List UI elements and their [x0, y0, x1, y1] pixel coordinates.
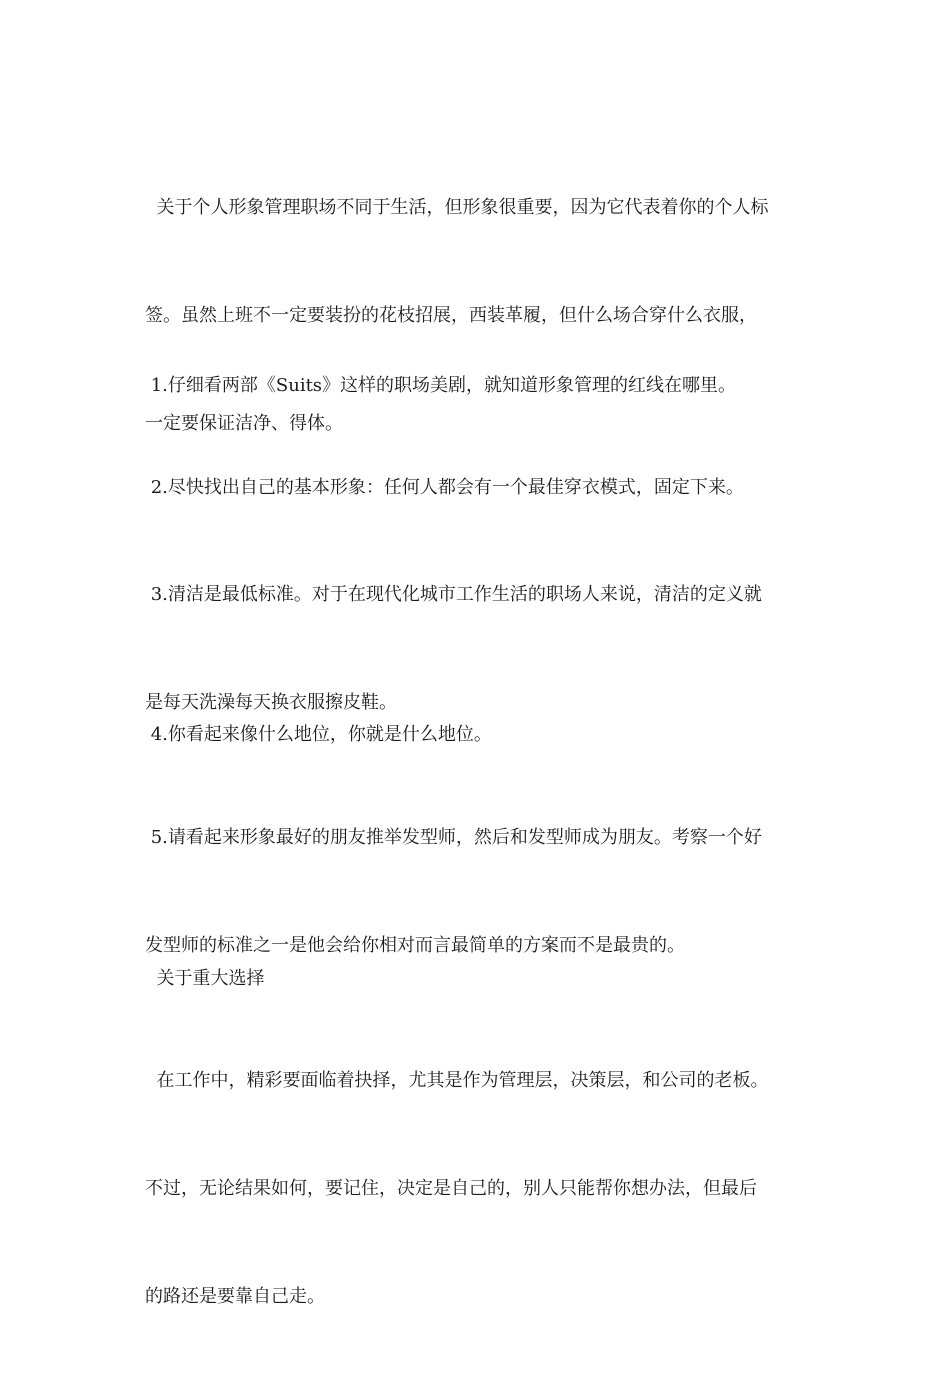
text-line: 3.清洁是最低标准。对于在现代化城市工作生活的职场人来说，清洁的定义就 — [145, 584, 762, 605]
text-line: 4.你看起来像什么地位，你就是什么地位。 — [145, 724, 492, 745]
text-line: 1.仔细看两部《Suits》这样的职场美剧，就知道形象管理的红线在哪里。 — [145, 375, 737, 396]
paragraph-major-choices — [145, 991, 810, 1387]
text-line: 关于个人形象管理职场不同于生活，但形象很重要，因为它代表着你的个人标 — [145, 197, 769, 218]
text-line: 一定要保证洁净、得体。 — [145, 413, 343, 434]
text-line: 2.尽快找出自己的基本形象：任何人都会有一个最佳穿衣模式，固定下来。 — [145, 477, 744, 498]
text-line: 在工作中，精彩要面临着抉择，尤其是作为管理层，决策层，和公司的老板。 — [145, 1070, 769, 1091]
text-line: 签。虽然上班不一定要装扮的花枝招展，西装革履，但什么场合穿什么衣服， — [145, 305, 757, 326]
text-line: 的路还是要靠自己走。 — [145, 1286, 325, 1307]
text-line: 是每天洗澡每天换衣服擦皮鞋。 — [145, 692, 397, 713]
text-line: 发型师的标准之一是他会给你相对而言最简单的方案而不是最贵的。 — [145, 935, 685, 956]
text-line: 不过，无论结果如何，要记住，决定是自己的，别人只能帮你想办法，但最后 — [145, 1178, 757, 1199]
text-line: 5.请看起来形象最好的朋友推举发型师，然后和发型师成为朋友。考察一个好 — [145, 827, 762, 848]
text-line: 关于重大选择 — [145, 968, 265, 989]
